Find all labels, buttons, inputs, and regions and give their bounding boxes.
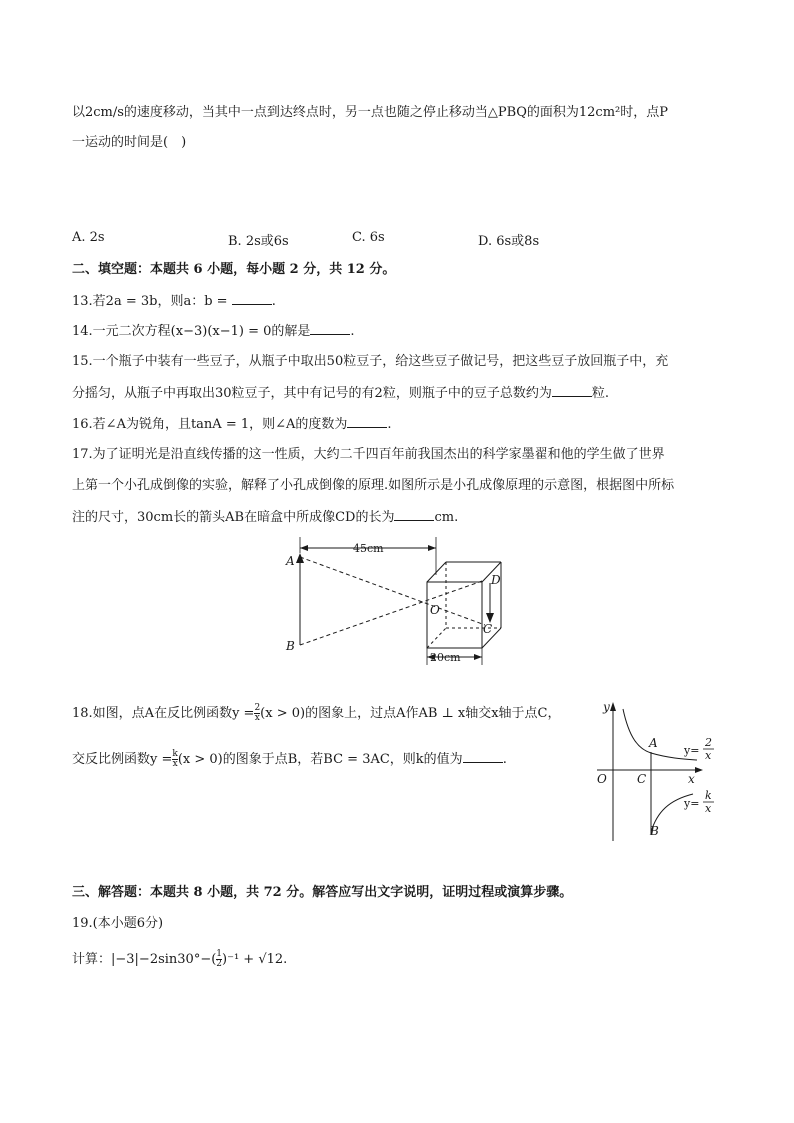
q14-blank xyxy=(310,322,350,335)
curve1-den: x xyxy=(705,749,712,762)
frac-num: k xyxy=(172,749,178,759)
dim-45cm: 45cm xyxy=(353,542,384,555)
dim-20cm: 20cm xyxy=(430,651,461,664)
label-c: C xyxy=(483,622,493,636)
frac-den: 2 xyxy=(216,959,223,969)
point-a-label: A xyxy=(649,736,658,750)
pinhole-figure xyxy=(280,535,520,675)
q14-end: . xyxy=(350,324,355,339)
q18-end: . xyxy=(502,752,507,767)
q16 xyxy=(72,415,392,434)
q12-line2: 一运动的时间是( ) xyxy=(72,135,187,150)
curve2-num: k xyxy=(705,789,712,802)
q19-expr-1: 计算：|−3|−2sin30°−( xyxy=(72,952,217,967)
q13-end: . xyxy=(271,294,276,309)
q17-line3 xyxy=(72,508,458,527)
q15-blank xyxy=(552,384,592,397)
label-o: O xyxy=(430,603,440,617)
q18-line1 xyxy=(72,704,561,723)
curve1-num: 2 xyxy=(705,736,712,749)
q18-text-3: 交反比例函数y = xyxy=(72,752,173,767)
curve1-lhs: y= xyxy=(684,744,700,757)
curve2-den: x xyxy=(705,802,712,815)
q15-line1: 15.一个瓶子中装有一些豆子，从瓶子中取出50粒豆子，给这些豆子做记号，把这些豆子放回瓶子中，充 xyxy=(72,354,669,369)
q15-end: 粒. xyxy=(591,386,609,401)
label-d: D xyxy=(491,573,501,587)
q18-line2 xyxy=(72,750,507,769)
q12-option-a: A. 2s xyxy=(72,230,105,245)
q13-text: 13.若2a = 3b，则a：b = xyxy=(72,294,232,309)
q18-text-2: (x > 0)的图象上，过点A作AB ⊥ x轴交x轴于点C， xyxy=(260,706,561,721)
q15-line2 xyxy=(72,384,609,403)
q19-expr-2: )⁻¹ + √12. xyxy=(222,952,288,967)
label-a: A xyxy=(286,554,295,568)
frac-den: x xyxy=(172,759,178,769)
q12-option-d: D. 6s或8s xyxy=(478,234,540,249)
section2-heading: 二、填空题：本题共 6 小题，每小题 2 分，共 12 分。 xyxy=(72,262,396,277)
curve2-lhs: y= xyxy=(684,797,700,810)
q19-expression xyxy=(72,950,287,969)
inverse-function-figure xyxy=(593,697,733,845)
point-b-label: B xyxy=(650,824,659,838)
q16-blank xyxy=(347,415,387,428)
q14 xyxy=(72,322,355,341)
origin-label: O xyxy=(597,772,607,786)
frac-num: 1 xyxy=(216,949,223,959)
q12-option-c: C. 6s xyxy=(352,230,385,245)
q19-title: 19.(本小题6分) xyxy=(72,916,164,931)
q18-blank xyxy=(463,750,503,763)
frac-den: x xyxy=(254,713,260,723)
q17-blank xyxy=(394,508,434,521)
point-c-label: C xyxy=(637,772,647,786)
section3-heading: 三、解答题：本题共 8 小题，共 72 分。解答应写出文字说明，证明过程或演算步骤。 xyxy=(72,885,573,900)
q17-text: 注的尺寸，30cm长的箭头AB在暗盒中所成像CD的长为 xyxy=(72,510,395,525)
q13 xyxy=(72,292,276,311)
q18-text-4: (x > 0)的图象于点B，若BC = 3AC，则k的值为 xyxy=(177,752,463,767)
q12-option-b: B. 2s或6s xyxy=(228,234,289,249)
axis-x-label: x xyxy=(688,772,695,786)
q12-line1: 以2cm/s的速度移动，当其中一点到达终点时，另一点也随之停止移动当△PBQ的面积为12cm²时，点P xyxy=(72,105,668,120)
q13-blank xyxy=(232,292,272,305)
q15-text: 分摇匀，从瓶子中再取出30粒豆子，其中有记号的有2粒，则瓶子中的豆子总数约为 xyxy=(72,386,552,401)
q18-text-1: 18.如图，点A在反比例函数y = xyxy=(72,706,255,721)
label-b: B xyxy=(286,639,295,653)
q17-line2: 上第一个小孔成倒像的实验，解释了小孔成倒像的原理.如图所示是小孔成像原理的示意图，根据图中所标 xyxy=(72,478,675,493)
q16-text: 16.若∠A为锐角，且tanA = 1，则∠A的度数为 xyxy=(72,417,348,432)
q17-end: cm. xyxy=(434,510,459,525)
frac-num: 2 xyxy=(254,703,261,713)
axis-y-label: y xyxy=(603,700,610,714)
q17-line1: 17.为了证明光是沿直线传播的这一性质，大约二千四百年前我国杰出的科学家墨翟和他的学生做了世界 xyxy=(72,447,665,462)
q14-text: 14.一元二次方程(x−3)(x−1) = 0的解是 xyxy=(72,324,311,339)
q16-end: . xyxy=(387,417,392,432)
